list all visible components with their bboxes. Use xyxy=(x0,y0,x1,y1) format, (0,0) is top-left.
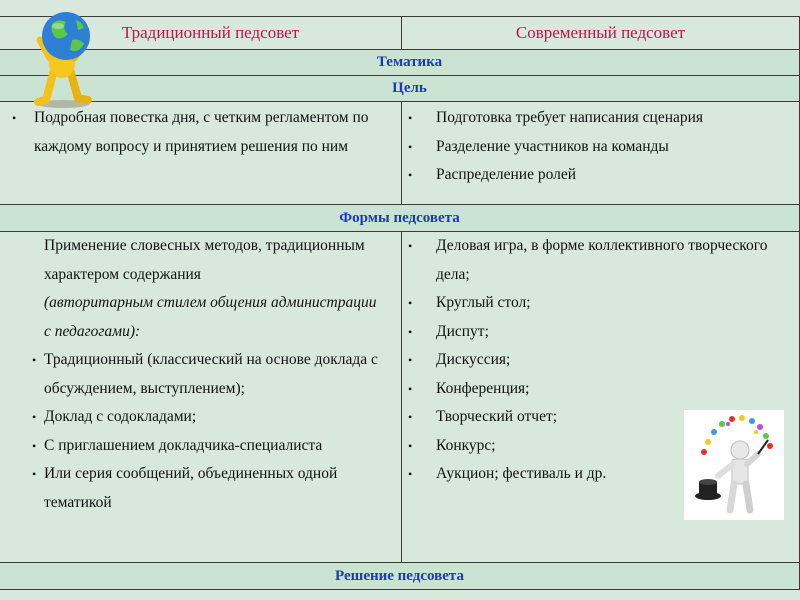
forms-modern-item: • Круглый стол; xyxy=(402,289,779,318)
goal-traditional-item: • Подробная повестка дня, с четким регламентом по каждому вопросу и принятием решения по ним xyxy=(0,104,401,161)
forms-traditional-italic: (авторитарным стилем общения администрации с педагогами): xyxy=(44,294,377,340)
section-topic-label: Тематика xyxy=(376,54,443,70)
forms-modern-item: • Дискуссия; xyxy=(402,346,779,375)
forms-traditional-item: • Или серия сообщений, объединенных одной тематикой xyxy=(32,465,338,511)
forms-traditional-item-text: С приглашением докладчика-специалиста xyxy=(44,436,323,454)
forms-traditional xyxy=(0,232,402,563)
figure-carrying-globe-icon xyxy=(18,10,108,110)
forms-modern-item: • Деловая игра, в форме коллективного творческого дела; xyxy=(402,232,779,289)
section-forms-label: Формы педсовета xyxy=(339,210,460,226)
goal-traditional xyxy=(0,102,402,205)
forms-traditional-item-text: Традиционный (классический на основе доклада с обсуждением, выступлением); xyxy=(44,351,378,397)
header-modern xyxy=(402,17,800,50)
section-decision xyxy=(0,563,800,590)
forms-traditional-intro: Применение словесных методов, традиционным характером содержания xyxy=(44,237,365,283)
forms-traditional-item: • Традиционный (классический на основе доклада с обсуждением, выступлением); xyxy=(32,351,378,397)
section-topic xyxy=(0,50,800,76)
forms-modern-item: • Творческий отчет; xyxy=(402,403,779,432)
goal-modern-item: • Распределение ролей xyxy=(402,161,799,190)
section-forms xyxy=(0,205,800,232)
section-decision-label: Решение педсовета xyxy=(335,568,464,584)
goal-modern-item: • Подготовка требует написания сценария xyxy=(402,104,799,133)
goal-modern xyxy=(402,102,800,205)
forms-modern-item: • Аукцион; фестиваль и др. xyxy=(402,460,779,489)
magician-figure-icon xyxy=(684,410,784,520)
header-modern-label: Современный педсовет xyxy=(515,23,686,42)
forms-traditional-item-text: Доклад с содокладами; xyxy=(44,408,197,425)
forms-traditional-item: • С приглашением докладчика-специалиста xyxy=(32,436,323,454)
forms-modern-item: • Диспут; xyxy=(402,318,779,347)
section-goal-label: Цель xyxy=(392,80,427,96)
forms-traditional-item: • Доклад с содокладами; xyxy=(32,408,197,425)
section-goal xyxy=(0,76,800,102)
goal-modern-item: • Разделение участников на команды xyxy=(402,133,799,162)
forms-modern-item: • Конференция; xyxy=(402,375,779,404)
forms-traditional-item-text: Или серия сообщений, объединенных одной тематикой xyxy=(44,465,338,511)
header-traditional-label: Традиционный педсовет xyxy=(121,23,300,42)
forms-modern-item: • Конкурс; xyxy=(402,432,779,461)
